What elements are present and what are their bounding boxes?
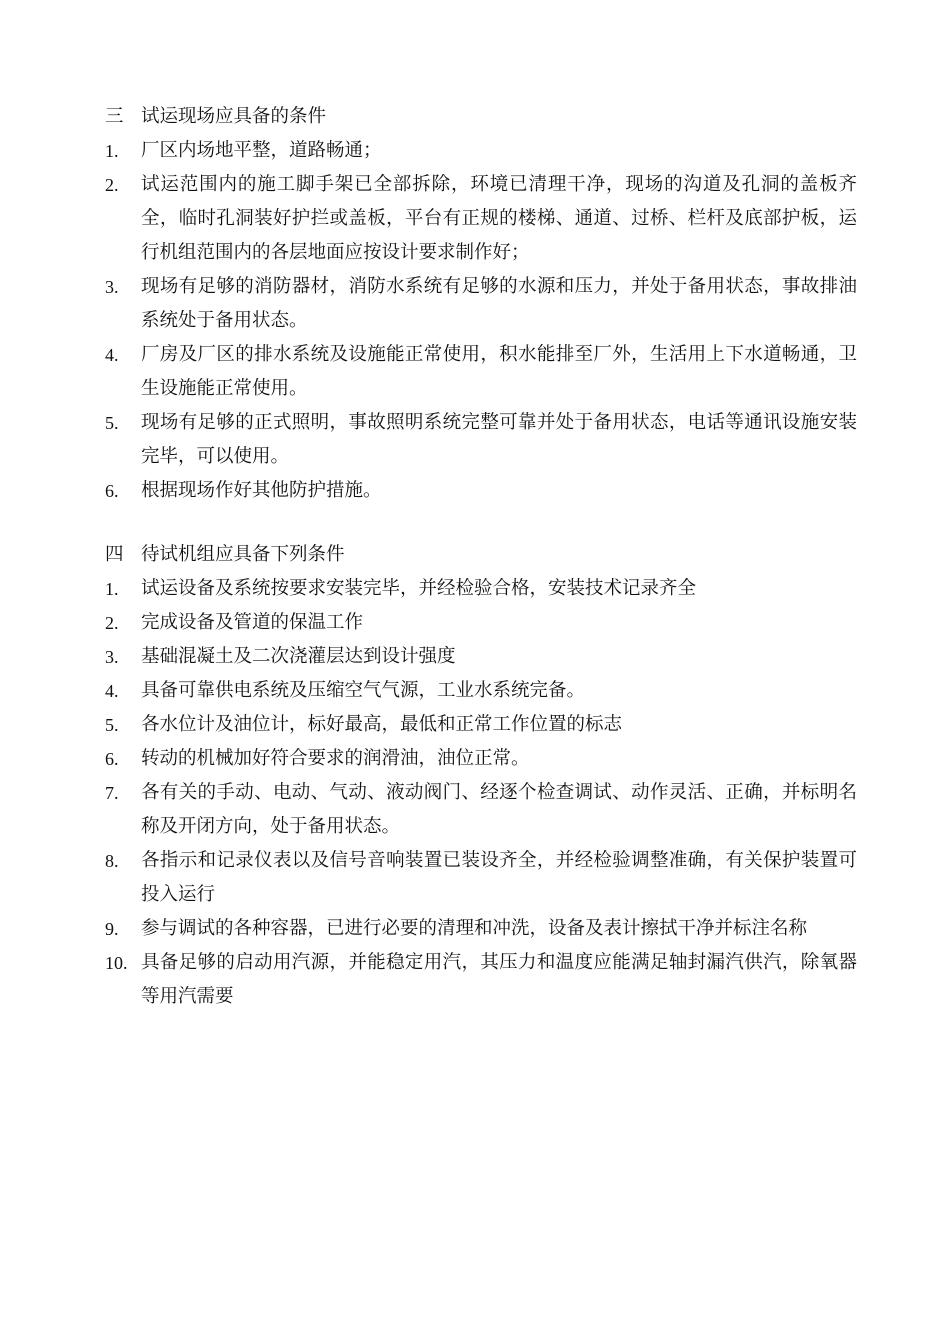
list-item (0, 572, 857, 606)
item-text: 现场有足够的消防器材，消防水系统有足够的水源和压力，并处于备用状态，事故排油系统处于备用状态。 (141, 276, 857, 331)
item-text: 厂房及厂区的排水系统及设施能正常使用，积水能排至厂外，生活用上下水道畅通，卫生设施能正常使用。 (141, 344, 857, 399)
list-item (0, 708, 857, 742)
item-number: 7. (105, 783, 119, 803)
section-number: 三 (105, 106, 124, 127)
list-item (0, 946, 857, 1014)
list-item (0, 338, 857, 406)
section-heading (0, 538, 950, 572)
item-text: 完成设备及管道的保温工作 (141, 612, 364, 633)
item-text: 基础混凝土及二次浇灌层达到设计强度 (141, 646, 456, 667)
item-number: 5. (105, 715, 119, 735)
section-number: 四 (105, 544, 124, 565)
list-item (0, 134, 857, 168)
item-text: 具备足够的启动用汽源，并能稳定用汽，其压力和温度应能满足轴封漏汽供汽，除氧器等用汽需要 (141, 952, 857, 1007)
item-number: 1. (105, 141, 119, 161)
list-item (0, 406, 857, 474)
item-number: 5. (105, 413, 119, 433)
item-text: 厂区内场地平整，道路畅通； (141, 140, 382, 161)
list-item (0, 742, 857, 776)
list-item (0, 844, 857, 912)
item-text: 各指示和记录仪表以及信号音响装置已装设齐全，并经检验调整准确，有关保护装置可投入运行 (141, 850, 857, 905)
item-text: 试运设备及系统按要求安装完毕，并经检验合格，安装技术记录齐全 (141, 578, 697, 599)
item-text: 各水位计及油位计，标好最高，最低和正常工作位置的标志 (141, 714, 623, 735)
list-item (0, 674, 857, 708)
item-number: 3. (105, 647, 119, 667)
list-item (0, 606, 857, 640)
section-heading (0, 100, 950, 134)
item-number: 8. (105, 851, 119, 871)
item-text: 根据现场作好其他防护措施。 (141, 480, 382, 501)
item-number: 9. (105, 919, 119, 939)
item-number: 2. (105, 175, 119, 195)
list-item (0, 640, 857, 674)
item-number: 1. (105, 579, 119, 599)
item-text: 具备可靠供电系统及压缩空气气源，工业水系统完备。 (141, 680, 586, 701)
item-number: 4. (105, 345, 119, 365)
condition-list (0, 572, 950, 1014)
section-title: 待试机组应具备下列条件 (141, 544, 345, 565)
list-item (0, 168, 857, 270)
section-site-conditions (0, 100, 950, 508)
item-text: 各有关的手动、电动、气动、液动阀门、经逐个检查调试、动作灵活、正确，并标明名称及开闭方向，处于备用状态。 (141, 782, 857, 837)
section-title: 试运现场应具备的条件 (141, 106, 327, 127)
list-item (0, 270, 857, 338)
item-text: 转动的机械加好符合要求的润滑油，油位正常。 (141, 748, 530, 769)
item-number: 2. (105, 613, 119, 633)
item-number: 3. (105, 277, 119, 297)
list-item (0, 912, 857, 946)
item-text: 试运范围内的施工脚手架已全部拆除，环境已清理干净，现场的沟道及孔洞的盖板齐全，临时孔洞装好护拦或盖板，平台有正规的楼梯、通道、过桥、栏杆及底部护板，运行机组范围内的各层地面应按设计要求制作好； (141, 174, 857, 263)
condition-list (0, 134, 950, 508)
item-number: 10. (105, 953, 128, 973)
item-text: 参与调试的各种容器，已进行必要的清理和冲洗，设备及表计擦拭干净并标注名称 (141, 918, 808, 939)
item-number: 6. (105, 481, 119, 501)
item-number: 6. (105, 749, 119, 769)
item-text: 现场有足够的正式照明，事故照明系统完整可靠并处于备用状态，电话等通讯设施安装完毕，可以使用。 (141, 412, 857, 467)
list-item (0, 474, 857, 508)
list-item (0, 776, 857, 844)
section-unit-conditions (0, 538, 950, 1014)
item-number: 4. (105, 681, 119, 701)
